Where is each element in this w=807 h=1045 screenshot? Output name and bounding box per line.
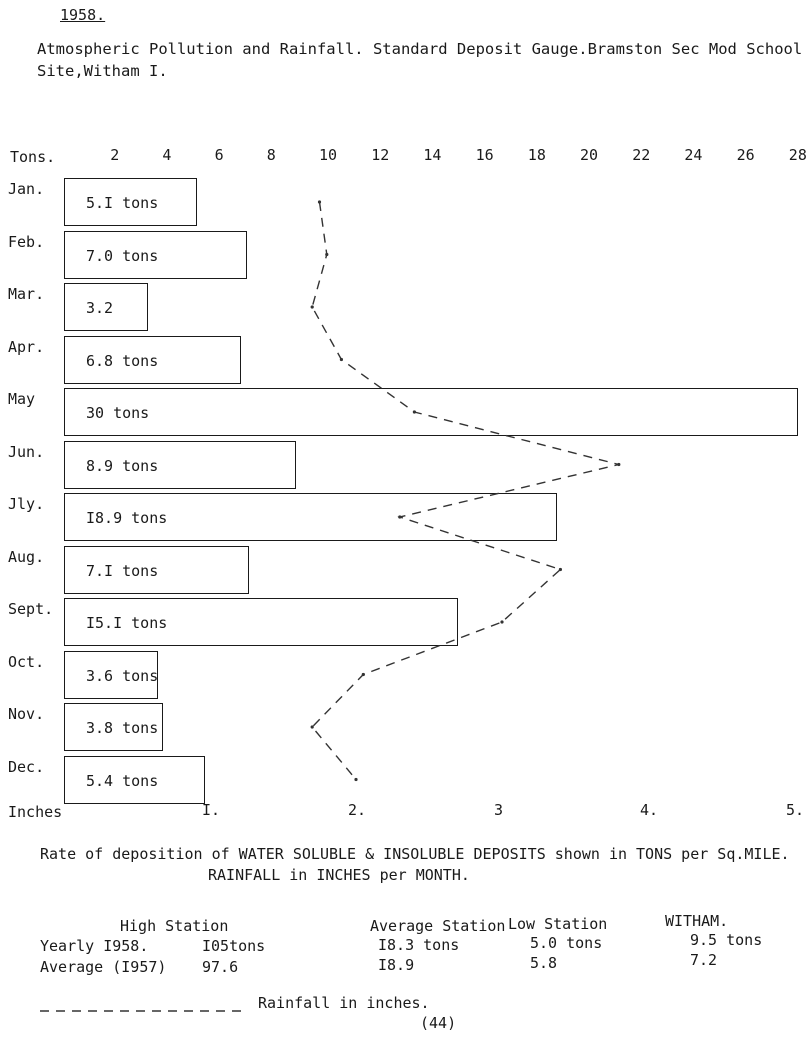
month-label: May — [8, 390, 36, 408]
tons-axis-label: Tons. — [10, 148, 56, 166]
site-subtitle: Site,Witham I. — [37, 62, 168, 80]
row-average-label: Average (I957) — [40, 958, 167, 976]
tons-tick-label: 22 — [632, 146, 651, 164]
tons-tick-label: 4 — [162, 146, 172, 164]
rainfall-point — [617, 463, 620, 466]
stat-witham-yearly: 9.5 tons — [690, 931, 763, 949]
legend-rainfall-label: Rainfall in inches. — [258, 994, 430, 1012]
tons-tick-label: 26 — [736, 146, 755, 164]
tons-tick-label: 16 — [475, 146, 494, 164]
stat-average-heading: Average Station — [370, 917, 506, 935]
month-label: Mar. — [8, 285, 45, 303]
month-label: Nov. — [8, 705, 45, 723]
tons-tick-label: 10 — [319, 146, 338, 164]
stat-witham-average: 7.2 — [690, 951, 718, 969]
page-title: Atmospheric Pollution and Rainfall. Standard Deposit Gauge.Bramston Sec Mod School — [37, 40, 803, 58]
tons-tick-label: 12 — [371, 146, 390, 164]
month-label: Feb. — [8, 232, 45, 251]
rainfall-line — [312, 202, 619, 780]
tons-tick-label: 18 — [527, 146, 546, 164]
deposit-bar-label: 3.8 tons — [86, 719, 159, 737]
month-label: Dec. — [8, 757, 45, 776]
stat-low-yearly: 5.0 tons — [530, 934, 603, 952]
tons-tick-label: 24 — [684, 146, 703, 164]
month-label: Jan. — [8, 180, 45, 198]
month-label: Apr. — [8, 337, 45, 356]
month-label: Jly. — [8, 495, 45, 513]
month-label: Sept. — [8, 600, 54, 618]
month-label: Jun. — [8, 442, 45, 461]
inches-tick-label: 2. — [348, 801, 367, 819]
rainfall-point — [325, 253, 328, 256]
stat-average-average: I8.9 — [378, 956, 415, 974]
stat-low-average: 5.8 — [530, 954, 558, 972]
stat-high-average: 97.6 — [202, 958, 239, 976]
tons-tick-label: 14 — [423, 146, 442, 164]
deposit-bar-label: 30 tons — [86, 404, 150, 422]
tons-tick-label: 8 — [266, 146, 276, 164]
caption-line-2: RAINFALL in INCHES per MONTH. — [208, 866, 470, 884]
tons-tick-label: 2 — [110, 146, 120, 164]
rainfall-point — [559, 568, 562, 571]
tons-tick-label: 6 — [214, 146, 224, 164]
legend-dash-sample — [40, 1002, 250, 1018]
deposit-bar-label: 5.I tons — [86, 194, 159, 212]
stat-high-yearly: I05tons — [202, 937, 266, 955]
rainfall-point — [318, 200, 321, 203]
deposit-bar-label: 3.6 tons — [86, 666, 159, 685]
deposit-bar — [64, 388, 798, 436]
deposit-bar-label: 5.4 tons — [86, 771, 159, 790]
deposit-bar-label: 7.I tons — [86, 561, 159, 580]
rainfall-point — [311, 725, 314, 728]
deposit-bar-label: 7.0 tons — [86, 246, 159, 265]
deposit-bar-label: 8.9 tons — [86, 456, 159, 475]
rainfall-point — [362, 673, 365, 676]
stat-average-yearly: I8.3 tons — [378, 936, 460, 954]
inches-tick-label: 3 — [494, 801, 504, 819]
month-label: Aug. — [8, 547, 45, 566]
stat-witham-heading: WITHAM. — [665, 912, 729, 930]
deposit-bar-label: 6.8 tons — [86, 351, 159, 370]
rainfall-point — [340, 358, 343, 361]
year-heading: 1958. — [60, 6, 106, 24]
page-number: (44) — [420, 1014, 457, 1032]
deposit-bar-label: 3.2 — [86, 299, 114, 317]
tons-tick-label: 28 — [788, 146, 807, 164]
inches-axis-label: Inches — [8, 803, 63, 821]
caption-line-1: Rate of deposition of WATER SOLUBLE & INSOLUBLE DEPOSITS shown in TONS per Sq.MILE. — [40, 845, 790, 863]
rainfall-point — [311, 305, 314, 308]
deposit-bar-label: I8.9 tons — [86, 509, 168, 527]
inches-tick-label: I. — [202, 801, 221, 819]
stat-low-heading: Low Station — [508, 915, 608, 933]
inches-tick-label: 5. — [786, 801, 805, 819]
month-label: Oct. — [8, 652, 45, 671]
stat-high-heading: High Station — [120, 917, 229, 935]
tons-tick-label: 20 — [580, 146, 599, 164]
inches-tick-label: 4. — [640, 801, 659, 819]
deposit-bar-label: I5.I tons — [86, 614, 168, 632]
row-yearly-label: Yearly I958. — [40, 937, 149, 955]
rainfall-point — [500, 620, 503, 623]
rainfall-point — [354, 778, 357, 781]
